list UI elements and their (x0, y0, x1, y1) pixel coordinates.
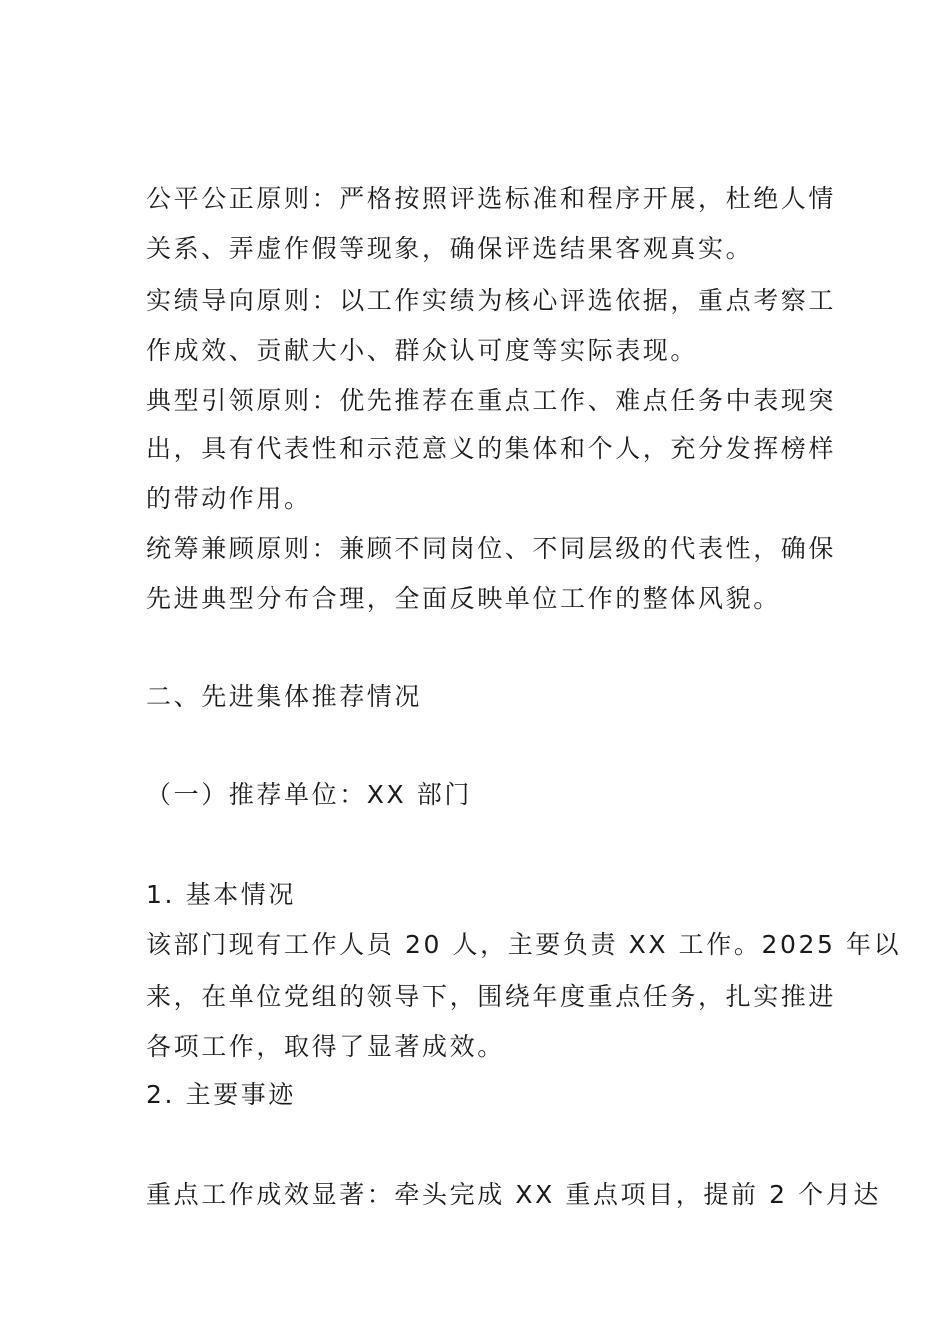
text-line: 先进典型分布合理，全面反映单位工作的整体风貌。 (146, 584, 781, 613)
text-line: 公平公正原则：严格按照评选标准和程序开展，杜绝人情 (146, 184, 837, 213)
text-line: 的带动作用。 (146, 484, 312, 513)
text-line: 典型引领原则：优先推荐在重点工作、难点任务中表现突 (146, 386, 837, 415)
text-line: 出，具有代表性和示范意义的集体和个人，充分发挥榜样 (146, 434, 837, 463)
text-line: 各项工作，取得了显著成效。 (146, 1032, 505, 1061)
text-line: 重点工作成效显著：牵头完成 XX 重点项目，提前 2 个月达 (146, 1180, 881, 1209)
text-line: 来，在单位党组的领导下，围绕年度重点任务，扎实推进 (146, 982, 837, 1011)
section-heading: 二、先进集体推荐情况 (146, 682, 423, 711)
text-line: 关系、弄虚作假等现象，确保评选结果客观真实。 (146, 234, 754, 263)
subsection-heading: （一）推荐单位：XX 部门 (146, 780, 473, 809)
text-line: 实绩导向原则：以工作实绩为核心评选依据，重点考察工 (146, 286, 837, 315)
item-heading: 1. 基本情况 (146, 880, 296, 909)
text-line: 作成效、贡献大小、群众认可度等实际表现。 (146, 336, 699, 365)
text-line: 统筹兼顾原则：兼顾不同岗位、不同层级的代表性，确保 (146, 534, 837, 563)
text-line: 该部门现有工作人员 20 人，主要负责 XX 工作。2025 年以 (146, 930, 902, 959)
item-heading: 2. 主要事迹 (146, 1080, 296, 1109)
